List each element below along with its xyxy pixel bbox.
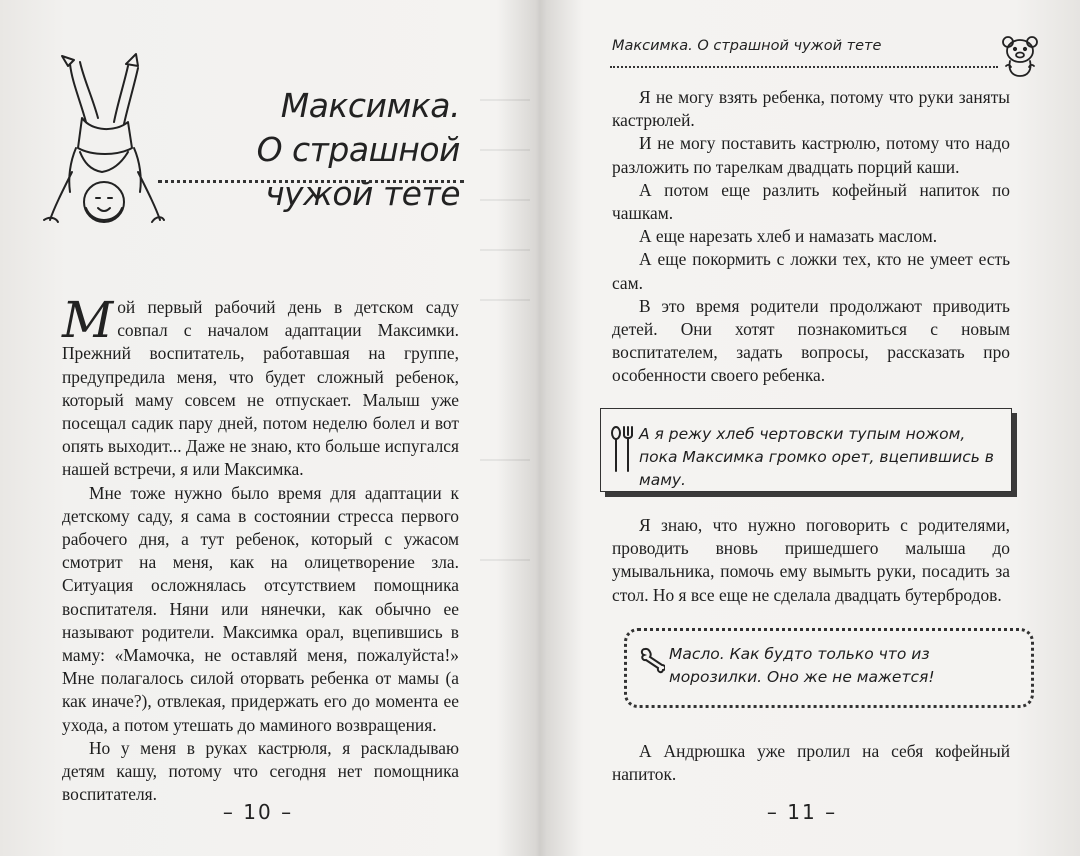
teddy-bear-icon [1000,34,1040,78]
paragraph-3: Но у меня в руках кастрюля, я раскладываю детям кашу, потому что сегодня нет помощника воспитателя. [62,737,459,805]
paragraph-r5: А еще покормить с ложки тех, кто не умеет есть сам. [612,249,1010,293]
left-body-text [62,291,459,806]
drop-cap: М [62,291,114,349]
page-number-right: – 11 – [766,800,838,824]
callout-text-1: А я режу хлеб чертовски тупым ножом, пока Максимка громко орет, вцепившись в маму. [639,425,994,489]
callout-text-2: Масло. Как будто только что из морозилки. Оно же не мажется! [669,645,935,686]
spoon-fork-icon [609,425,635,475]
paragraph-r2: И не могу поставить кастрюлю, потому что надо разложить по тарелкам двадцать порций каши. [612,133,1010,177]
page-number-left: – 10 – [222,800,294,824]
paragraph-r7: Я знаю, что нужно поговорить с родителями, проводить вновь пришедшего малыша до умывальника, помочь ему вымыть руки, посадить за стол. Но я все еще не сделала двадцать бутербродов. [612,515,1010,605]
callout-box-solid [600,408,1012,492]
right-body-text-bottom [612,740,1010,786]
handstand-child-icon [40,52,165,227]
paragraph-r1: Я не могу взять ребенка, потому что руки заняты кастрюлей. [612,87,1010,131]
title-dotted-rule [158,180,464,183]
callout-box-dotted [624,628,1034,708]
chapter-title-line2: О страшной чужой тете [256,130,460,213]
paragraph-1: Мой первый рабочий день в детском саду совпал с началом адаптации Максимки. Прежний воспитатель, работавшая на группе, предупредила меня, что будет сложный ребенок, который маму совсем не отпускает. Малыш уже посещал садик пару дней, потом неделю болел и вот опять выходит... Даже не знаю, кто больше испугался нашей встречи, я или Максимка. [62,291,459,480]
right-body-text-mid [612,514,1010,607]
right-body-text-top [612,86,1010,388]
chapter-title [160,84,460,216]
paragraph-r3: А потом еще разлить кофейный напиток по чашкам. [612,179,1010,224]
paragraph-r8: А Андрюшка уже пролил на себя кофейный напиток. [612,741,1010,785]
paragraph-r6: В это время родители продолжают приводить детей. Они хотят познакомиться с новым воспитателем, задать вопросы, рассказать про особенности своего ребенка. [612,295,1010,386]
header-dotted-rule [610,66,998,68]
bone-icon [639,645,665,675]
paragraph-r4: А еще нарезать хлеб и намазать маслом. [639,226,938,247]
chapter-title-line1: Максимка. [280,86,460,125]
paragraph-2: Мне тоже нужно было время для адаптации к детскому саду, я сама в состоянии стресса первого рабочего дня, а тут ребенок, который с ужасом смотрит на меня, как на олицетворение зла. Ситуация осложнялась отсутствием помощника воспитателя. Няни или нянечки, как обычно ее называют родители. Максимка орал, вцепившись в маму: «Мамочка, не оставляй меня, пожалуйста!» Мне полагалось силой оторвать ребенка от мамы (а как иначе?), отвлекая, придержать его до момента ее ухода, а потом утешать до маминого возвращения. [62,482,459,735]
running-header: Максимка. О страшной чужой тете [612,38,882,54]
